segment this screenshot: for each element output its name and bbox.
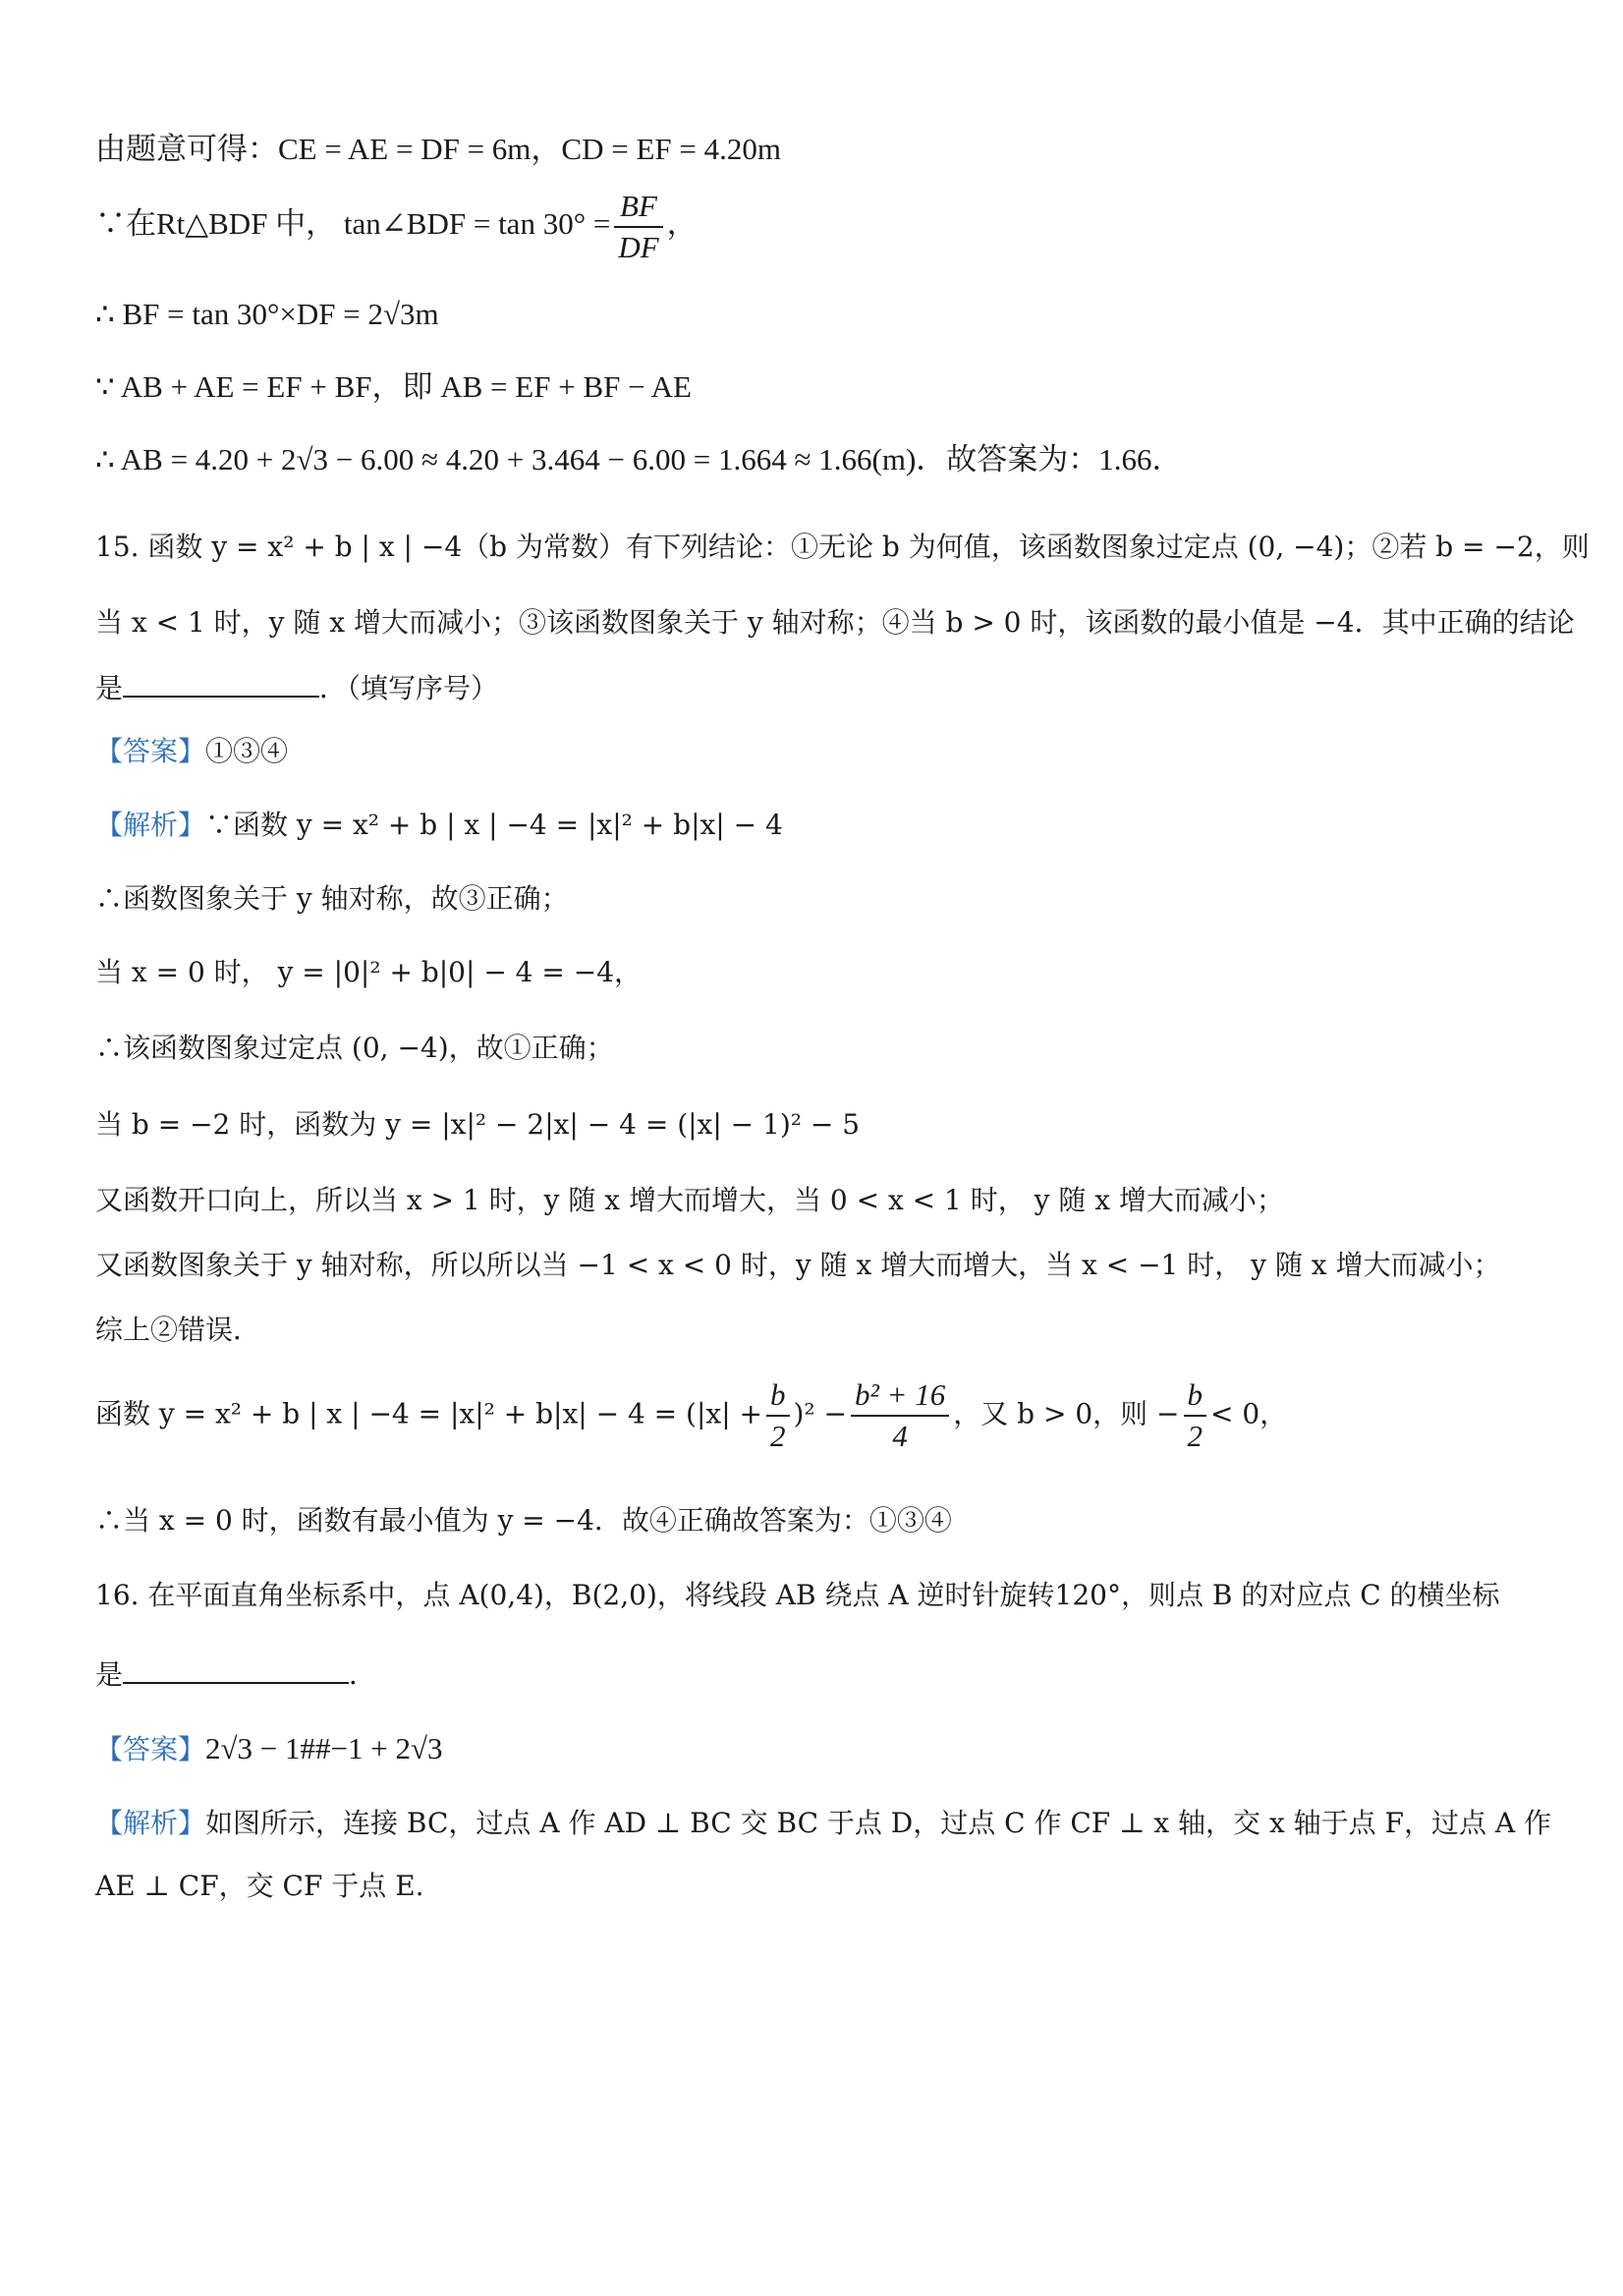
bf-over-df-fraction	[614, 187, 662, 267]
ab-result-line: ∴ AB = 4.20 + 2√3 − 6.00 ≈ 4.20 + 3.464 − 6.00 = 1.664 ≈ 1.66(m)．故答案为：1.66．	[95, 442, 1183, 476]
question-16-line-2	[95, 1654, 1544, 1695]
tan-bdf-prefix: ∵在Rt△BDF 中， tan∠BDF = tan 30° =	[95, 206, 611, 242]
fraction-numerator: b	[766, 1375, 790, 1417]
analysis-16-line	[95, 1804, 1551, 1843]
answer-blank	[123, 1654, 349, 1684]
conclusion-2-wrong-line: 综上②错误．	[95, 1314, 261, 1346]
question-15-suffix: ．（填写序号）	[319, 672, 499, 704]
tan-bdf-line	[95, 187, 1544, 267]
cs-mid2: ，又 b > 0，则 −	[953, 1397, 1180, 1430]
answer-blank	[123, 668, 319, 698]
question-16-suffix: ．	[349, 1658, 377, 1691]
fraction-denominator: 2	[1187, 1419, 1203, 1453]
b2-plus-16-over-4-fraction	[851, 1375, 949, 1456]
fixed-point-line: ∴该函数图象过定点 (0, −4)，故①正确；	[95, 1032, 614, 1064]
question-16-prefix: 是	[95, 1658, 124, 1691]
symmetry-line: ∴函数图象关于 y 轴对称，故③正确；	[95, 882, 569, 915]
ab-relation-line: ∵ AB + AE = EF + BF，即 AB = EF + BF − AE	[95, 369, 692, 404]
analysis-15-line	[95, 806, 1544, 845]
analysis-16-text: 如图所示，连接 BC，过点 A 作 AD ⊥ BC 交 BC 于点 D，过点 C 作 CF ⊥ x 轴，交 x 轴于点 F，过点 A 作	[205, 1807, 1551, 1839]
answer-15-value: ①③④	[205, 735, 289, 767]
x-zero-line: 当 x = 0 时， y = |0|² + b|0| − 4 = −4，	[95, 956, 643, 988]
cs-prefix: 函数 y = x² + b | x | −4 = |x|² + b|x| − 4 = (|x| +	[95, 1397, 762, 1430]
fraction-denominator: 4	[892, 1419, 908, 1453]
analysis-16-line-2: AE ⊥ CF，交 CF 于点 E.	[95, 1870, 424, 1902]
fraction-numerator: BF	[614, 187, 662, 228]
b-minus-two-line: 当 b = −2 时，函数为 y = |x|² − 2|x| − 4 = (|x| − 1)² − 5	[95, 1108, 861, 1141]
cs-suffix: < 0，	[1210, 1397, 1288, 1430]
fraction-numerator: b² + 16	[851, 1375, 949, 1417]
bf-value-line: ∴ BF = tan 30°×DF = 2√3m	[95, 297, 439, 331]
question-15-line-2: 当 x < 1 时，y 随 x 增大而减小；③该函数图象关于 y 轴对称；④当 b > 0 时，该函数的最小值是 −4．其中正确的结论	[95, 606, 1575, 639]
question-15-prefix: 是	[95, 672, 124, 704]
answer-15-line	[95, 732, 1544, 771]
answer-16-line	[95, 1729, 1544, 1769]
fraction-denominator: 2	[770, 1419, 786, 1453]
answer-tag: 【答案】	[95, 735, 206, 767]
tan-bdf-suffix: ，	[666, 206, 698, 242]
b-over-2-fraction	[766, 1375, 790, 1456]
question-16-line-1: 16. 在平面直角坐标系中，点 A(0,4)，B(2,0)，将线段 AB 绕点 A 逆时针旋转120°，则点 B 的对应点 C 的横坐标	[95, 1579, 1500, 1611]
fraction-denominator: DF	[618, 230, 659, 264]
answer-tag: 【答案】	[95, 1733, 206, 1765]
analysis-tag: 【解析】	[95, 809, 206, 841]
question-15-line-1: 15. 函数 y = x² + b | x | −4（b 为常数）有下列结论：①无论 b 为何值，该函数图象过定点 (0, −4)；②若 b = −2，则	[95, 531, 1590, 563]
b-over-2-fraction-2	[1184, 1375, 1207, 1456]
monotonic-line-1: 又函数开口向上，所以当 x > 1 时，y 随 x 增大而增大，当 0 < x < 1 时， y 随 x 增大而减小；	[95, 1184, 1284, 1216]
analysis-tag: 【解析】	[95, 1807, 206, 1839]
cs-mid: )² −	[793, 1397, 848, 1430]
fraction-numerator: b	[1184, 1375, 1207, 1417]
completing-square-line	[95, 1375, 1544, 1456]
answer-16-value: 2√3 − 1##−1 + 2√3	[205, 1731, 443, 1765]
analysis-15-text: ∵函数 y = x² + b | x | −4 = |x|² + b|x| − 4	[205, 809, 783, 841]
minimum-value-line: ∴当 x = 0 时，函数有最小值为 y = −4．故④正确故答案为：①③④	[95, 1504, 952, 1537]
monotonic-line-2: 又函数图象关于 y 轴对称，所以所以当 −1 < x < 0 时，y 随 x 增大而增大，当 x < −1 时， y 随 x 增大而减小；	[95, 1249, 1501, 1281]
question-15-line-3	[95, 668, 1544, 708]
given-conditions-line: 由题意可得：CE = AE = DF = 6m，CD = EF = 4.20m	[95, 132, 781, 166]
